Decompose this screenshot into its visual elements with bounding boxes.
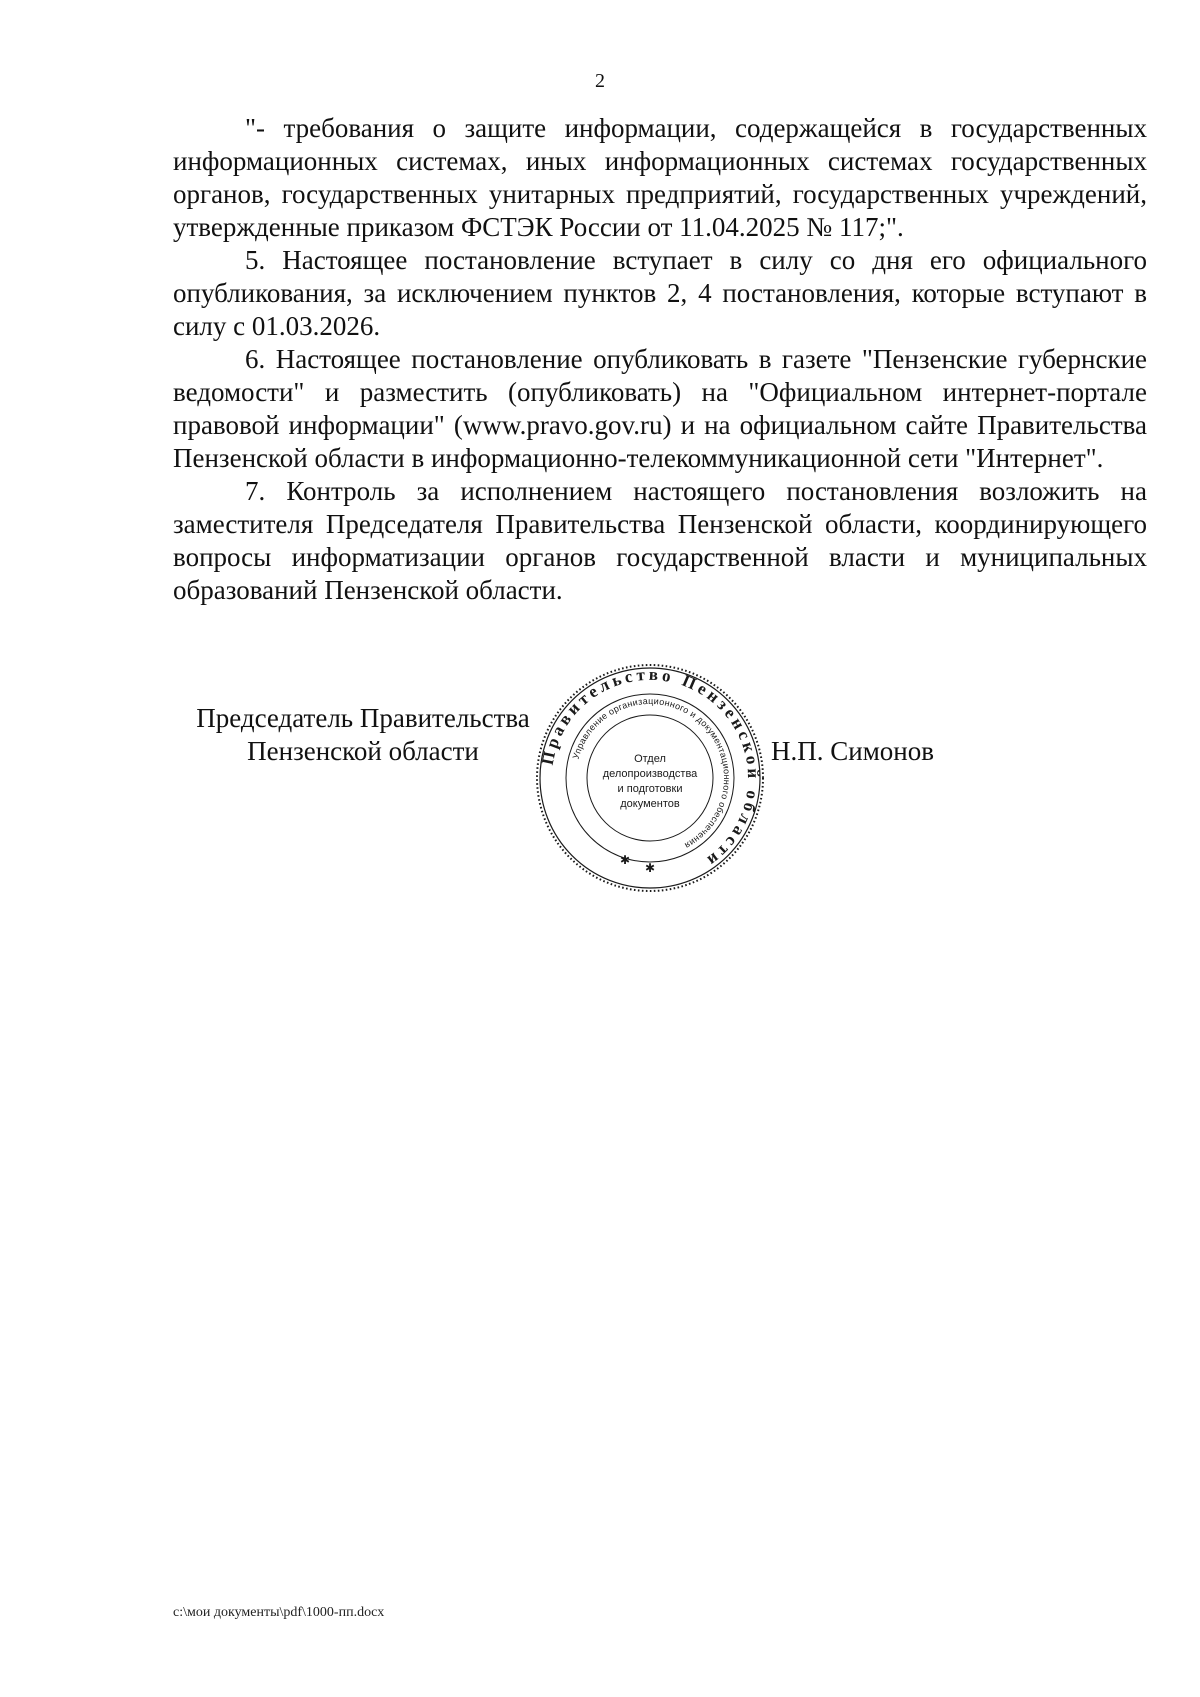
- seal-inner-text: Управление организационного и документационного обеспечения: [570, 695, 733, 851]
- paragraph-5: 5. Настоящее постановление вступает в силу со дня его официального опубликования, за исключением пунктов 2, 4 постановления, которые вступают в силу с 01.03.2026.: [173, 245, 1147, 341]
- seal-center-line-1: Отдел: [634, 753, 666, 765]
- paragraph-6: 6. Настоящее постановление опубликовать в газете "Пензенские губернские ведомости" и разместить (опубликовать) на "Официальном интернет-портале правовой информации" (www.pravo.gov.ru) и на официальном сайте Правительства Пензенской области в информационно-телекоммуникационной сети "Интернет".: [173, 344, 1147, 473]
- document-body: [173, 112, 1147, 607]
- seal-star-icon: ✱: [619, 853, 631, 867]
- seal-center-line-2: делопроизводства: [602, 768, 698, 780]
- seal-outer-text: Правительство Пензенской области: [537, 664, 764, 873]
- seal-center-line-4: документов: [620, 798, 680, 810]
- paragraph-7: 7. Контроль за исполнением настоящего постановления возложить на заместителя Председателя Правительства Пензенской области, координирующего вопросы информатизации органов государственной власти и муниципальных образований Пензенской области.: [173, 476, 1147, 605]
- signatory-title-line-2: Пензенской области: [247, 736, 479, 766]
- signatory-title-line-1: Председатель Правительства: [196, 703, 530, 733]
- signatory-name: Н.П. Симонов: [771, 736, 934, 766]
- file-path-footer: c:\мои документы\pdf\1000-пп.docx: [173, 1605, 385, 1620]
- seal-center-line-3: и подготовки: [617, 783, 683, 795]
- paragraph-quote: "- требования о защите информации, содержащейся в государственных информационных системах, иных информационных системах государственных органов, государственных унитарных предприятий, государственных учреждений, утвержденные приказом ФСТЭК России от 11.04.2025 № 117;".: [173, 113, 1147, 242]
- official-seal: [535, 663, 765, 893]
- signatory-title: [178, 702, 548, 768]
- seal-star-icon: ✱: [644, 861, 656, 875]
- page-number: 2: [595, 70, 605, 92]
- signature-block: [0, 650, 1200, 890]
